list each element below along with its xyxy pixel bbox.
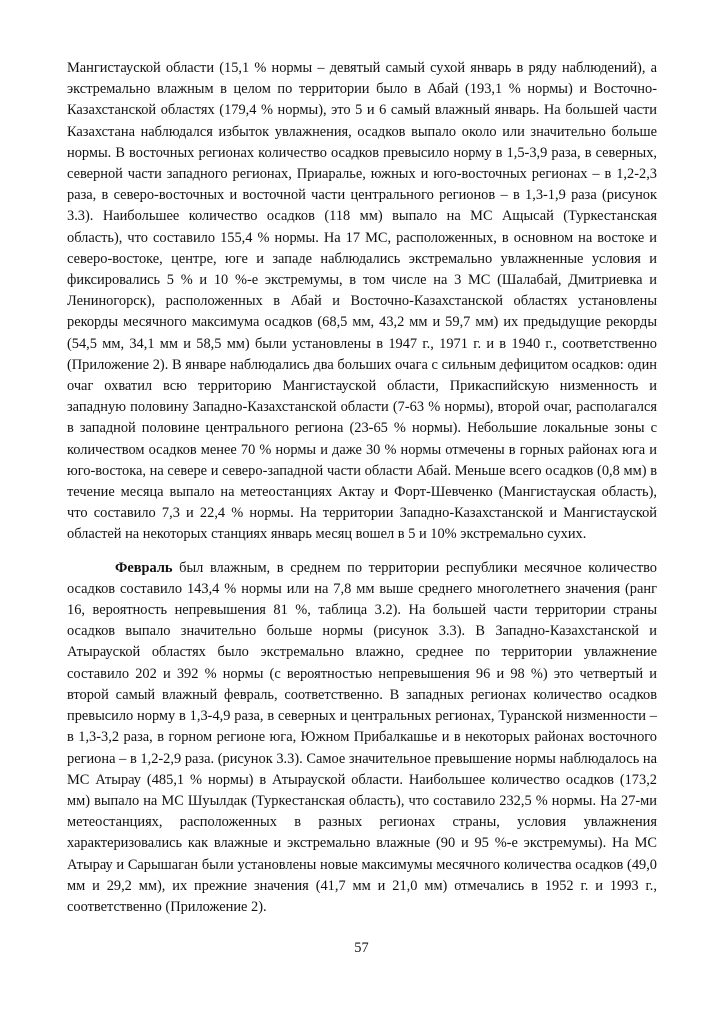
paragraph-february-text: был влажным, в среднем по территории республики месячное количество осадков составило 143,4 % нормы или на 7,8 мм выше среднего многолетнего значения (ранг 16, вероятность непревышения 81 %, таблица 3.2). На большей части территории страны осадков выпало значительно больше нормы (рисунок 3.3). В Западно-Казахстанской и Атырауской областях было экстремально влажно, среднее по территории увлажнение составило 202 и 392 % нормы (с вероятностью непревышения 96 и 98 %) это четвертый и второй самый влажный февраль, соответственно. В западных регионах количество осадков превысило норму в 1,3-4,9 раза, в северных и центральных регионах, Туранской низменности – в 1,3-3,2 раза, в горном регионе юга, Южном Прибалкашье и в некоторых районах восточного региона – в 1,2-2,9 раза. (рисунок 3.3). Самое значительное превышение нормы наблюдалось на МС Атырау (485,1 % нормы) в Атырауской области. Наибольшее количество осадков (173,2 мм) выпало на МС Шуылдак (Туркестанская область), что составило 232,5 % нормы. На 27-ми метеостанциях, расположенных в разных регионах страны, условия увлажнения характеризовались как влажные и экстремально влажные (90 и 95 %-е экстремумы). На МС Атырау и Сарышаган были установлены новые максимумы месячного количества осадков (49,0 мм и 29,2 мм), их прежние значения (41,7 мм и 21,0 мм) отмечались в 1952 г. и 1993 г., соответственно (Приложение 2). [67, 559, 657, 915]
paragraph-january-text: Мангистауской области (15,1 % нормы – девятый самый сухой январь в ряду наблюдений), а экстремально влажным в целом по территории было в Абай (193,1 % нормы) и Восточно-Казахстанской областях (179,4 % нормы), это 5 и 6 самый влажный январь. На большей части Казахстана наблюдался избыток увлажнения, осадков выпало около или значительно больше нормы. В восточных регионах количество осадков превысило норму в 1,5-3,9 раза, в северных, северной части западного регионах, Приаралье, южных и юго-восточных регионах – в 1,2-2,3 раза, в северо-восточных и восточной части центрального регионов – в 1,3-1,9 раза (рисунок 3.3). Наибольшее количество осадков (118 мм) выпало на МС Ащысай (Туркестанская область), что составило 155,4 % нормы. На 17 МС, расположенных, в основном на востоке и северо-востоке, центре, юге и западе наблюдались экстремально увлажненные условия и фиксировались 5 % и 10 %-е экстремумы, в том числе на 3 МС (Шалабай, Дмитриевка и Лениногорск), расположенных в Абай и Восточно-Казахстанской областях установлены рекорды месячного максимума осадков (68,5 мм, 43,2 мм и 59,7 мм) их предыдущие рекорды (54,5 мм, 34,1 мм и 58,5 мм) были установлены в 1947 г., 1971 г. и в 1940 г., соответственно (Приложение 2). В январе наблюдались два больших очага с сильным дефицитом осадков: один очаг охватил всю территорию Мангистауской области, Прикаспийскую низменность и западную половину Западно-Казахстанской области (7-63 % нормы), второй очаг, располагался в западной половине центрального региона (23-65 % нормы). Небольшие локальные зоны с количеством осадков менее 70 % нормы и даже 30 % нормы отмечены в горных районах юга и юго-востока, на севере и северо-западной части области Абай. Меньше всего осадков (0,8 мм) в течение месяца выпало на метеостанциях Актау и Форт-Шевченко (Мангистауская область), что составило 7,3 и 22,4 % нормы. На территории Западно-Казахстанской и Мангистауской областей на некоторых станциях январь месяц вошел в 5 и 10% экстремально сухих. [67, 60, 657, 543]
paragraph-january [67, 58, 657, 546]
page-number: 57 [354, 940, 369, 956]
paragraph-february-lead: Февраль [115, 559, 173, 576]
paragraph-february [67, 558, 657, 918]
page-body [67, 58, 657, 918]
